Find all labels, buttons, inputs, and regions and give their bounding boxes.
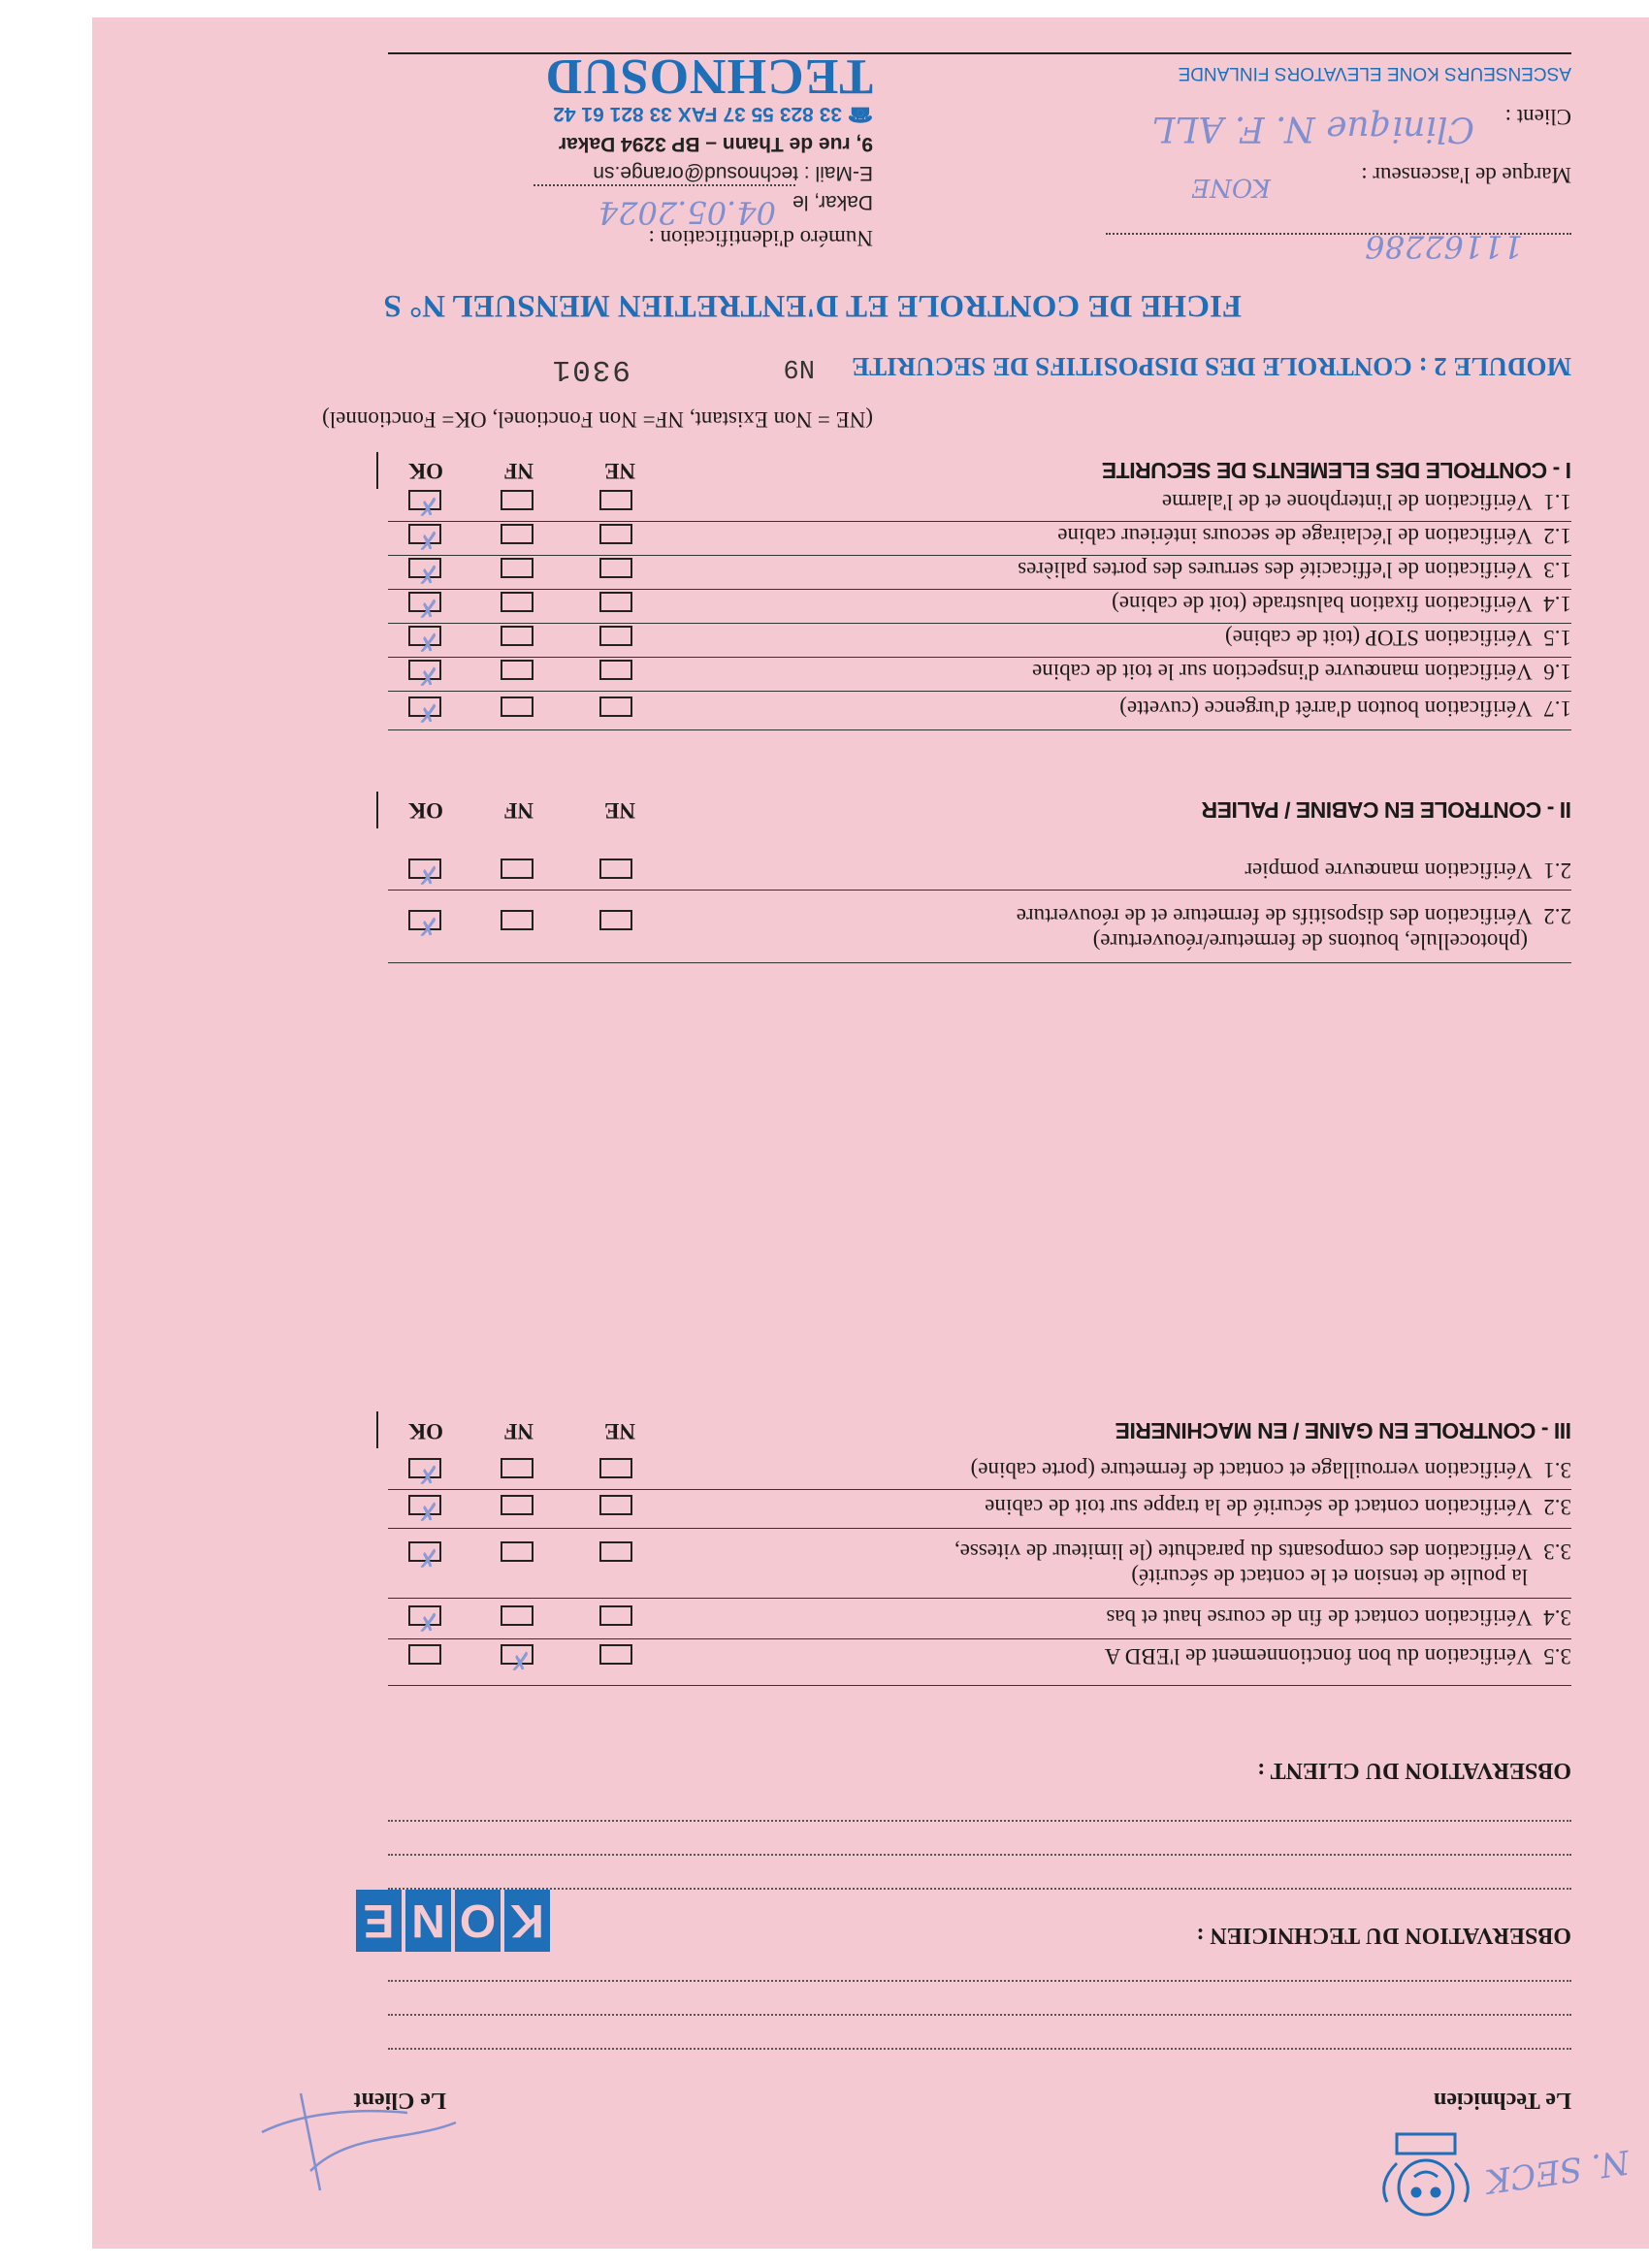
checklist-row-1-4: 1.4 Vérification fixation balustrade (toit de cabine) [1112,592,1571,616]
nf-checkbox[interactable] [501,697,534,717]
email-line: E-Mail : technosud@orange.sn [593,162,873,184]
checklist-row-2-1: 2.1 Vérification manœuvre pompier [1245,859,1571,883]
row-divider [388,962,1571,963]
legend-text: (NE = Non Existant, NF= Non Fonctionel, OK= Fonctionnel) [322,407,873,432]
module-title: MODULE 2 : CONTROLE DES DISPOSITIFS DE SECURITE [852,352,1571,381]
check-mark-icon: ✗ [417,859,438,889]
client-field[interactable]: Client : [1504,105,1571,129]
checklist-row-3-3: la poulie de tension et le contact de sécurité) 3.3 Vérification des composants du parachute (le limiteur de vitesse, [954,1539,1571,1589]
checklist-row-1-6: 1.6 Vérification manœuvre d'inspection sur le toit de cabine [1032,660,1571,684]
check-mark-icon: ✗ [417,697,438,727]
nf-checkbox[interactable] [501,592,534,612]
kone-logo-letter: N [405,1890,451,1952]
kone-logo-letter: O [455,1890,501,1952]
row-divider [388,691,1571,692]
check-mark-icon: ✗ [417,593,438,622]
check-mark-icon: ✗ [417,911,438,940]
column-bracket [376,792,388,828]
col-head-ok: OK [408,798,443,823]
client-signature [252,2084,466,2200]
technician-signature-label: Le Technicien [1433,2088,1571,2113]
row-divider [388,890,1571,891]
client-observation-line[interactable] [388,1888,1571,1890]
col-head-nf: NF [503,798,534,823]
ne-checkbox[interactable] [599,558,632,578]
client-observation-line[interactable] [388,1854,1571,1856]
nf-checkbox[interactable] [501,859,534,879]
nf-checkbox[interactable] [501,490,534,510]
ne-checkbox[interactable] [599,859,632,879]
col-head-nf: NF [503,1419,534,1443]
ne-checkbox[interactable] [599,1458,632,1478]
nf-checkbox[interactable] [501,626,534,646]
check-mark-icon: ✗ [417,627,438,656]
ne-checkbox[interactable] [599,626,632,646]
marque-handwriting: KONE [1191,173,1271,202]
section-3-title: III - CONTROLE EN GAINE / EN MACHINERIE [1116,1418,1571,1443]
col-head-ne: NE [604,459,635,483]
check-mark-icon: ✗ [417,525,438,554]
nf-checkbox[interactable] [501,910,534,930]
row-divider [388,1598,1571,1599]
ne-checkbox[interactable] [599,1605,632,1626]
ne-checkbox[interactable] [599,490,632,510]
ne-checkbox[interactable] [599,592,632,612]
kone-logo [356,1890,550,1952]
tech-observation-line[interactable] [388,1980,1571,1982]
row-divider [388,589,1571,590]
col-head-ne: NE [604,798,635,823]
check-mark-icon: ✗ [417,559,438,588]
column-bracket [376,1411,388,1448]
identification-handwriting: 11162286 [1365,228,1523,265]
nf-checkbox[interactable] [501,660,534,680]
nf-checkbox[interactable] [501,1605,534,1626]
checklist-row-3-5: 3.5 Vérification du bon fonctionnement de l'EBD A [1104,1644,1571,1669]
ne-checkbox[interactable] [599,1541,632,1562]
checklist-row-1-2: 1.2 Vérification de l'éclairage de secours intérieur cabine [1057,524,1571,548]
technician-signature: N. SECK [1483,2141,1633,2201]
col-head-nf: NF [503,459,534,483]
col-head-ok: OK [408,1419,443,1443]
mascot-icon [1368,2124,1484,2231]
address-line: 9, rue de Thann – BP 3294 Dakar [558,133,873,155]
row-divider [388,521,1571,522]
ne-checkbox[interactable] [599,910,632,930]
phone-line: ☎ 33 823 55 37 FAX 33 821 61 42 [553,103,873,125]
check-mark-icon: ✗ [417,661,438,690]
module-number-value: 9301 [550,352,630,386]
check-mark-icon: ✗ [509,1645,531,1674]
row-divider [388,729,1571,730]
col-head-ne: NE [604,1419,635,1443]
checklist-row-1-5: 1.5 Vérification STOP (toit de cabine) [1224,626,1571,650]
nf-checkbox[interactable] [501,1541,534,1562]
checklist-row-2-2: (photocellule, boutons de fermeture/réouverture) 2.2 Vérification des dispositifs de fermeture et de réouverture [1016,904,1571,954]
column-bracket [376,452,388,489]
nf-checkbox[interactable] [501,524,534,544]
row-divider [388,555,1571,556]
kone-logo-letter: E [356,1890,402,1952]
nf-checkbox[interactable] [501,1495,534,1515]
checklist-row-1-3: 1.3 Vérification de l'efficacité des serrures des portes palières [1018,558,1571,582]
row-divider [388,1685,1571,1686]
ne-checkbox[interactable] [599,697,632,717]
tech-observation-label: OBSERVATION DU TECHNICIEN : [1196,1923,1571,1948]
module-number-label: N9 [783,352,815,381]
row-divider [388,1528,1571,1529]
form-title: FICHE DE CONTROLE ET D'ENTRETIEN MENSUEL N° S [383,288,1242,323]
row-divider [388,1638,1571,1639]
ne-checkbox[interactable] [599,660,632,680]
check-mark-icon: ✗ [417,1606,438,1636]
tech-observation-line[interactable] [388,2048,1571,2050]
date-handwriting: 04.05.2024 [598,194,776,231]
tech-observation-line[interactable] [388,2014,1571,2016]
row-divider [388,623,1571,624]
marque-field[interactable]: Marque de l'ascenseur : [1361,163,1571,187]
col-head-ok: OK [408,459,443,483]
check-mark-icon: ✗ [417,491,438,520]
client-handwriting: Clinique N. F. ALL [1151,109,1474,148]
row-divider [388,657,1571,658]
check-mark-icon: ✗ [417,1542,438,1571]
check-mark-icon: ✗ [417,1459,438,1488]
ne-checkbox[interactable] [599,1495,632,1515]
checklist-row-3-2: 3.2 Vérification contact de sécurité de la trappe sur toit de cabine [985,1495,1571,1519]
date-label: Dakar, le [792,191,873,213]
form-sheet [92,17,1649,2249]
section-2-title: II - CONTROLE EN CABINE / PALIER [1202,797,1571,823]
checklist-row-1-7: 1.7 Vérification bouton d'arrêt d'urgence (cuvette) [1119,697,1571,721]
company-name: TECHNOSUD [544,49,873,104]
nf-checkbox[interactable] [501,558,534,578]
checklist-row-1-1: 1.1 Vérification de l'interphone et de l'alarme [1161,490,1571,514]
nf-checkbox[interactable] [501,1458,534,1478]
client-observation-line[interactable] [388,1820,1571,1822]
kone-logo-letter: K [504,1890,550,1952]
client-observation-label: OBSERVATION DU CLIENT : [1257,1758,1571,1783]
client-signature-label: Le Client [353,2088,446,2113]
checklist-row-3-1: 3.1 Vérification verrouillage et contact de fermeture (porte cabine) [970,1458,1571,1482]
section-1-title: I - CONTROLE DES ELEMENTS DE SECURITE [1102,458,1571,483]
brand-tagline: ASCENSEURS KONE ELEVATORS FINLANDE [1178,63,1571,83]
check-mark-icon: ✗ [417,1496,438,1525]
ok-checkbox[interactable] [408,1644,441,1665]
row-divider [388,1489,1571,1490]
identification-field[interactable]: Numéro d'identification : [648,226,873,250]
ne-checkbox[interactable] [599,524,632,544]
checklist-row-3-4: 3.4 Vérification contact de fin de course haut et bas [1106,1605,1571,1630]
ne-checkbox[interactable] [599,1644,632,1665]
